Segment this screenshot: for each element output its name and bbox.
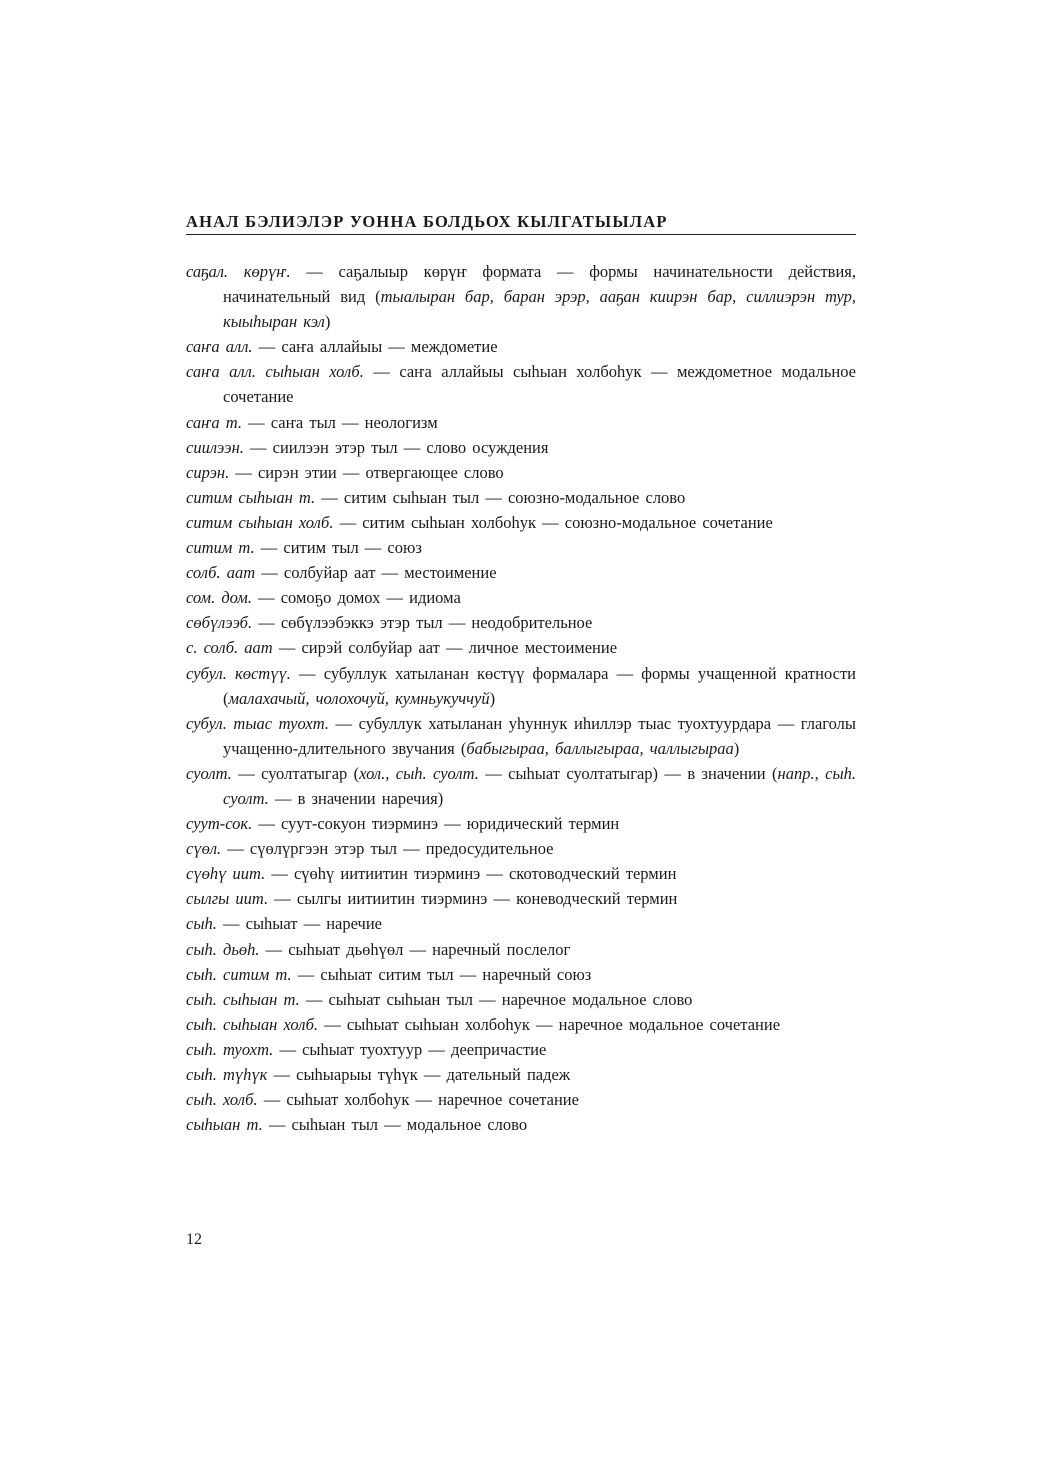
list-item <box>186 1112 856 1137</box>
entry-abbreviation: сылгы иит. <box>186 889 269 909</box>
list-item <box>186 259 856 334</box>
entry-definition: — суут-сокуон тиэрминэ — юридический термин <box>252 814 620 834</box>
entry-abbreviation: саҥа т. <box>186 412 243 432</box>
list-item <box>186 937 856 962</box>
entry-examples-2: напр., сыһ. суолт. <box>223 763 857 808</box>
list-item <box>186 811 856 836</box>
list-item <box>186 510 856 535</box>
entry-abbreviation: саҕал. көрүҥ. <box>186 262 291 281</box>
entry-tail: — в значении наречия) <box>268 788 444 808</box>
list-item <box>186 836 856 861</box>
list-item <box>186 1012 856 1037</box>
entry-abbreviation: сыһ. түһүк <box>186 1065 268 1084</box>
list-item <box>186 1087 856 1112</box>
entry-abbreviation: сирэн. <box>186 462 230 482</box>
entry-definition: — сирэн этии — отвергающее слово <box>229 462 504 482</box>
list-item <box>186 1062 856 1087</box>
entry-abbreviation: субул. тыас туохт. <box>186 713 329 733</box>
list-item <box>186 987 856 1012</box>
entry-definition: — сомоҕо домох — идиома <box>251 588 461 608</box>
entry-abbreviation: ситим сыһыан т. <box>186 487 316 507</box>
entry-tail: ) <box>733 738 740 758</box>
entry-definition: — сыһыат ситим тыл — наречный союз <box>291 964 592 984</box>
list-item <box>186 485 856 510</box>
list-item <box>186 410 856 435</box>
list-item <box>186 1037 856 1062</box>
entry-definition: — саҕалыыр көрүҥ формата — формы начинательности действия, начинательный вид ( <box>223 262 856 307</box>
running-header: АНАЛ БЭЛИЭЛЭР УОННА БОЛДЬОХ КЫЛГАТЫЫЛАР <box>186 212 856 235</box>
entry-definition: — сүөһү иитиитин тиэрминэ — скотоводческий термин <box>265 864 677 884</box>
entry-abbreviation: сиилээн. <box>186 437 244 457</box>
entry-definition: — солбуйар аат — местоимение <box>255 563 497 583</box>
list-item <box>186 460 856 485</box>
list-item <box>186 610 856 635</box>
entry-examples: тыалыран бар, баран эрэр, ааҕан киирэн бар, силлиэрэн тур, кыыһыран кэл <box>223 287 856 332</box>
entry-definition: — суолтатыгар ( <box>231 763 360 783</box>
entry-definition: — сиилээн этэр тыл — слово осуждения <box>243 437 549 457</box>
entry-examples: хол., сыһ. суолт. <box>359 763 479 783</box>
list-item <box>186 911 856 936</box>
entry-examples: малахачый, чолохочуй, кумньукуччуй <box>228 688 490 708</box>
entry-abbreviation: суут-сок. <box>186 814 253 834</box>
entry-abbreviation: субул. көстүү. <box>186 663 291 683</box>
entry-definition: — сирэй солбуйар аат — личное местоимение <box>272 638 618 658</box>
entry-definition: — сыһыарыы түһүк — дательный падеж <box>267 1065 571 1084</box>
list-item <box>186 635 856 660</box>
entry-abbreviation: суолт. <box>186 763 232 783</box>
list-item <box>186 761 856 811</box>
entry-abbreviation: сөбүлээб. <box>186 613 253 633</box>
entry-abbreviation: сом. дом. <box>186 588 252 608</box>
entry-abbreviation: ситим сыһыан холб. <box>186 512 334 532</box>
entry-definition: — ситим тыл — союз <box>254 538 422 558</box>
entry-definition: — саҥа тыл — неологизм <box>242 412 438 432</box>
entry-tail: ) <box>324 312 331 332</box>
entry-abbreviation: сыһ. сыһыан т. <box>186 989 300 1009</box>
entry-middle: — сыһыат суолтатыгар) — в значении ( <box>478 763 778 783</box>
entry-abbreviation: сыһыан т. <box>186 1115 263 1135</box>
entry-definition: — сылгы иитиитин тиэрминэ — коневодческий термин <box>268 889 678 909</box>
entry-tail: ) <box>489 688 496 708</box>
abbreviation-list <box>186 259 856 1137</box>
entry-abbreviation: саҥа алл. сыһыан холб. <box>186 362 364 382</box>
entry-definition: — субуллук хатыланан уһуннук иһиллэр тыас туохтуурдара — глаголы учащенно-длительного звучания ( <box>223 713 856 758</box>
entry-abbreviation: сыһ. туохт. <box>186 1039 274 1059</box>
list-item <box>186 861 856 886</box>
entry-definition: — сыһыат сыһыан тыл — наречное модальное слово <box>299 989 693 1009</box>
list-item <box>186 661 856 711</box>
entry-abbreviation: сыһ. <box>186 914 217 934</box>
entry-abbreviation: сүөһү иит. <box>186 864 266 884</box>
list-item <box>186 886 856 911</box>
list-item <box>186 535 856 560</box>
entry-definition: — саҥа аллайыы сыһыан холбоһук — междометное модальное сочетание <box>223 362 856 407</box>
entry-abbreviation: ситим т. <box>186 538 255 558</box>
entry-definition: — сыһыат туохтуур — деепричастие <box>273 1039 547 1059</box>
page-number: 12 <box>186 1231 202 1248</box>
entry-abbreviation: сыһ. сыһыан холб. <box>186 1014 319 1034</box>
entry-definition: — ситим сыһыан холбоһук — союзно-модальное сочетание <box>333 512 773 532</box>
entry-examples: бабыгыраа, баллыгыраа, чаллыгыраа <box>466 738 734 758</box>
entry-definition: — сыһыат сыһыан холбоһук — наречное модальное сочетание <box>318 1014 781 1034</box>
list-item <box>186 334 856 359</box>
list-item <box>186 359 856 409</box>
entry-definition: — саҥа аллайыы — междометие <box>252 337 498 357</box>
list-item <box>186 711 856 761</box>
list-item <box>186 962 856 987</box>
entry-definition: — субуллук хатыланан көстүү формалара — формы учащенной кратности ( <box>223 663 856 708</box>
list-item <box>186 435 856 460</box>
entry-abbreviation: сыһ. холб. <box>186 1090 258 1110</box>
list-item <box>186 585 856 610</box>
list-item <box>186 560 856 585</box>
entry-abbreviation: с. солб. аат <box>186 638 273 658</box>
entry-definition: — ситим сыһыан тыл — союзно-модальное слово <box>315 487 686 507</box>
entry-definition: — сүөлүргээн этэр тыл — предосудительное <box>221 839 554 859</box>
entry-abbreviation: солб. аат <box>186 563 256 583</box>
entry-abbreviation: сүөл. <box>186 839 222 859</box>
entry-abbreviation: сыһ. дьөһ. <box>186 939 260 959</box>
entry-definition: — сөбүлээбэккэ этэр тыл — неодобрительное <box>252 613 593 633</box>
entry-definition: — сыһыан тыл — модальное слово <box>262 1115 528 1135</box>
entry-definition: — сыһыат дьөһүөл — наречный послелог <box>259 939 571 959</box>
entry-abbreviation: сыһ. ситим т. <box>186 964 292 984</box>
entry-abbreviation: саҥа алл. <box>186 337 253 357</box>
entry-definition: — сыһыат — наречие <box>216 914 382 934</box>
entry-definition: — сыһыат холбоһук — наречное сочетание <box>257 1090 579 1110</box>
